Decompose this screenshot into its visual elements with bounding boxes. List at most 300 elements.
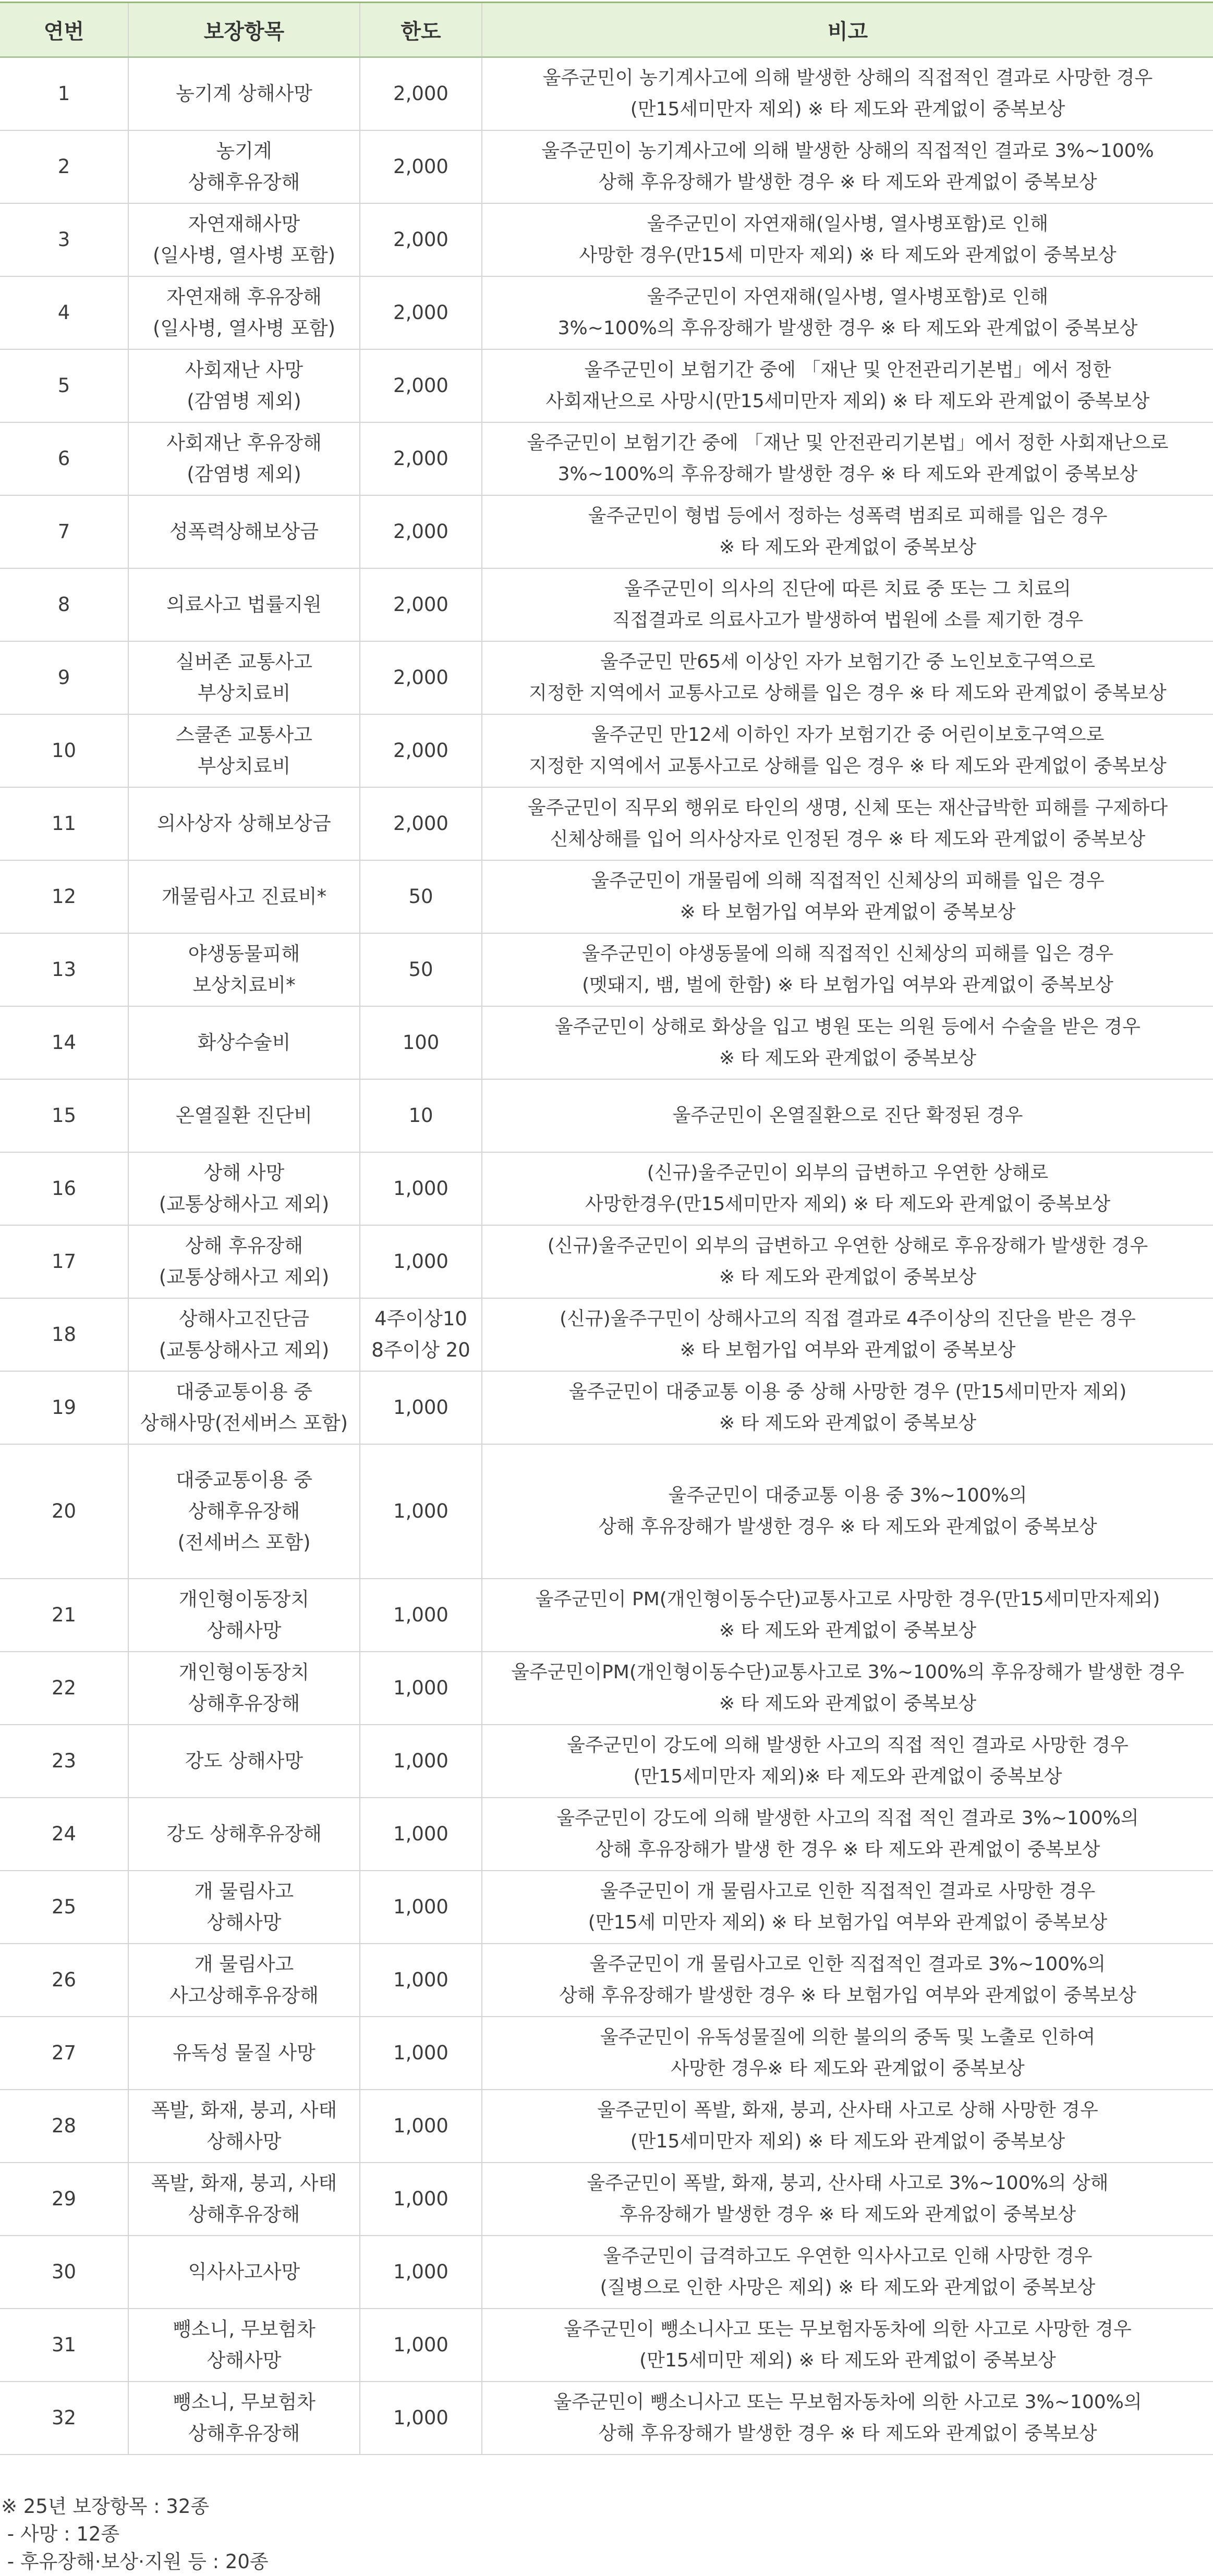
row-limit	[360, 203, 482, 276]
row-item-line: 부상치료비	[197, 754, 291, 777]
row-item	[128, 2309, 360, 2382]
row-note-line: 울주군민이 개물림에 의해 직접적인 신체상의 피해를 입은 경우	[591, 870, 1105, 892]
table-row	[0, 1444, 1213, 1579]
row-item-line: 상해사망	[207, 1911, 282, 1934]
row-limit	[360, 1079, 482, 1152]
row-note-line: 울주군민이 자연재해(일사병, 열사병포함)로 인해	[647, 213, 1049, 235]
row-item	[128, 422, 360, 495]
row-note-line: 울주군민이 대중교통 이용 중 상해 사망한 경우 (만15세미만자 제외)	[568, 1381, 1127, 1402]
row-note	[482, 933, 1213, 1006]
row-note-line: (멧돼지, 뱀, 벌에 한함) ※ 타 보험가입 여부와 관계없이 중복보상	[582, 974, 1113, 996]
row-number: 23	[0, 1725, 128, 1798]
row-item	[128, 495, 360, 568]
row-note-line: (질병으로 인한 사망은 제외) ※ 타 제도와 관계없이 중복보상	[600, 2276, 1096, 2298]
row-limit-line: 10	[408, 1104, 433, 1127]
row-number: 28	[0, 2090, 128, 2163]
table-row	[0, 57, 1213, 130]
row-number: 32	[0, 2382, 128, 2455]
row-note-line: 상해 후유장해가 발생한 경우 ※ 타 제도와 관계없이 중복보상	[598, 2422, 1097, 2444]
row-limit-line: 2,000	[393, 228, 448, 251]
table-row	[0, 2309, 1213, 2382]
row-item-line: 개 물림사고	[194, 1952, 294, 1975]
row-note-line: ※ 타 제도와 관계없이 중복보상	[719, 536, 977, 558]
table-row	[0, 860, 1213, 933]
row-item-line: 개인형이동장치	[178, 1661, 310, 1683]
row-limit	[360, 1798, 482, 1871]
table-row	[0, 1871, 1213, 1944]
row-item	[128, 1298, 360, 1371]
row-number: 12	[0, 860, 128, 933]
row-item-line: 상해 사망	[203, 1161, 285, 1184]
row-number: 21	[0, 1579, 128, 1652]
row-note	[482, 57, 1213, 130]
row-note	[482, 1798, 1213, 1871]
row-item-line: 상해사망	[207, 2130, 282, 2153]
row-note-line: (만15세미만자 제외)※ 타 제도와 관계없이 중복보상	[633, 1765, 1062, 1787]
row-limit	[360, 568, 482, 641]
row-number: 30	[0, 2236, 128, 2309]
row-item-line: 개물림사고 진료비*	[161, 885, 327, 908]
row-limit-line: 2,000	[393, 301, 448, 324]
table-row	[0, 495, 1213, 568]
row-note-line: 울주군민이 강도에 의해 발생한 사고의 직접 적인 결과로 사망한 경우	[567, 1734, 1129, 1756]
row-number: 6	[0, 422, 128, 495]
row-note-line: 지정한 지역에서 교통사고로 상해를 입은 경우 ※ 타 제도와 관계없이 중복보상	[529, 755, 1167, 777]
table-row	[0, 1798, 1213, 1871]
row-number: 25	[0, 1871, 128, 1944]
row-note-line: (만15세 미만자 제외) ※ 타 보험가입 여부와 관계없이 중복보상	[588, 1911, 1108, 1933]
row-note-line: 울주군민이 온열질환으로 진단 확정된 경우	[672, 1104, 1023, 1126]
row-note	[482, 1444, 1213, 1579]
row-note-line: 울주군민이 직무외 행위로 타인의 생명, 신체 또는 재산급박한 피해를 구제하다	[527, 797, 1168, 819]
row-limit-line: 2,000	[393, 447, 448, 470]
row-number: 27	[0, 2017, 128, 2090]
row-item-line: 상해사고진단금	[178, 1307, 310, 1330]
row-limit	[360, 860, 482, 933]
row-note	[482, 1652, 1213, 1725]
row-note-line: 울주군민이 보험기간 중에 「재난 및 안전관리기본법」에서 정한	[584, 359, 1111, 381]
row-item-line: (교통상해사고 제외)	[159, 1192, 330, 1215]
row-limit	[360, 1298, 482, 1371]
table-row	[0, 1298, 1213, 1371]
row-item	[128, 130, 360, 203]
table-row	[0, 276, 1213, 349]
row-limit-line: 2,000	[393, 593, 448, 616]
row-note-line: 사망한경우(만15세미만자 제외) ※ 타 제도와 관계없이 중복보상	[585, 1193, 1111, 1215]
row-note	[482, 1371, 1213, 1444]
row-note	[482, 1006, 1213, 1079]
row-limit-line: 1,000	[393, 2260, 448, 2283]
table-row	[0, 1579, 1213, 1652]
row-item-line: 상해후유장해	[188, 1692, 300, 1715]
row-note	[482, 2236, 1213, 2309]
row-limit	[360, 1152, 482, 1225]
row-note-line: 울주군민이 뺑소니사고 또는 무보험자동차에 의한 사고로 사망한 경우	[564, 2318, 1132, 2340]
row-note	[482, 641, 1213, 714]
row-item	[128, 1444, 360, 1579]
row-note-line: 울주군민이 의사의 진단에 따른 치료 중 또는 그 치료의	[624, 578, 1071, 600]
row-item-line: 성폭력상해보상금	[169, 520, 319, 543]
row-number: 8	[0, 568, 128, 641]
table-row	[0, 2163, 1213, 2236]
row-limit-line: 4주이상10	[374, 1307, 467, 1330]
row-note-line: ※ 타 제도와 관계없이 중복보상	[719, 1047, 977, 1069]
row-note-line: ※ 타 제도와 관계없이 중복보상	[719, 1619, 977, 1641]
row-limit-line: 2,000	[393, 812, 448, 835]
row-note-line: 지정한 지역에서 교통사고로 상해를 입은 경우 ※ 타 제도와 관계없이 중복보상	[529, 682, 1167, 704]
row-item-line: 폭발, 화재, 붕괴, 사태	[151, 2098, 337, 2121]
row-item-line: 상해사망(전세버스 포함)	[140, 1411, 348, 1434]
row-item	[128, 1579, 360, 1652]
row-limit	[360, 1006, 482, 1079]
row-limit-line: 1,000	[393, 1250, 448, 1273]
row-note	[482, 1871, 1213, 1944]
table-row	[0, 787, 1213, 860]
row-note-line: 울주군민이 유독성물질에 의한 불의의 중독 및 노출로 인하여	[600, 2026, 1096, 2048]
row-note-line: 사망한 경우(만15세 미만자 제외) ※ 타 제도와 관계없이 중복보상	[579, 244, 1117, 266]
row-item	[128, 1371, 360, 1444]
row-note-line: 울주군민이 급격하고도 우연한 익사사고로 인해 사망한 경우	[603, 2245, 1093, 2267]
header-limit: 한도	[360, 3, 482, 57]
table-row	[0, 1079, 1213, 1152]
row-limit	[360, 933, 482, 1006]
row-limit-line: 1,000	[393, 1499, 448, 1522]
row-limit	[360, 787, 482, 860]
table-row	[0, 422, 1213, 495]
row-item-line: 대중교통이용 중	[176, 1380, 312, 1403]
row-note-line: (만15세미만자 제외) ※ 타 제도와 관계없이 중복보상	[630, 2130, 1065, 2152]
row-item-line: 상해사망	[207, 1619, 282, 1642]
row-limit	[360, 2090, 482, 2163]
footer-line: - 사망 : 12종	[1, 2522, 120, 2545]
row-limit	[360, 1225, 482, 1298]
row-note-line: ※ 타 제도와 관계없이 중복보상	[719, 1266, 977, 1288]
row-limit	[360, 2236, 482, 2309]
row-limit-line: 50	[408, 885, 433, 908]
row-limit-line: 1,000	[393, 2114, 448, 2137]
row-note	[482, 495, 1213, 568]
row-note	[482, 349, 1213, 422]
row-item	[128, 1798, 360, 1871]
row-limit-line: 1,000	[393, 1822, 448, 1845]
table-row	[0, 2090, 1213, 2163]
row-item-line: 농기계 상해사망	[176, 82, 312, 105]
row-note-line: 신체상해를 입어 의사상자로 인정된 경우 ※ 타 제도와 관계없이 중복보상	[550, 828, 1146, 850]
row-limit	[360, 1725, 482, 1798]
row-limit	[360, 2017, 482, 2090]
row-limit-line: 1,000	[393, 1603, 448, 1626]
row-item	[128, 2017, 360, 2090]
row-note-line: 울주군민이 농기계사고에 의해 발생한 상해의 직접적인 결과로 사망한 경우	[542, 67, 1153, 89]
row-number: 10	[0, 714, 128, 787]
row-limit-line: 50	[408, 958, 433, 981]
row-note-line: 울주군민이 상해로 화상을 입고 병원 또는 의원 등에서 수술을 받은 경우	[555, 1016, 1141, 1037]
row-number: 7	[0, 495, 128, 568]
row-item	[128, 2163, 360, 2236]
table-row	[0, 2017, 1213, 2090]
row-number: 2	[0, 130, 128, 203]
row-item	[128, 1225, 360, 1298]
row-number: 19	[0, 1371, 128, 1444]
row-item-line: (교통상해사고 제외)	[159, 1338, 330, 1361]
row-note	[482, 860, 1213, 933]
row-note-line: 울주군민이 보험기간 중에 「재난 및 안전관리기본법」에서 정한 사회재난으로	[527, 432, 1169, 454]
table-body	[0, 57, 1213, 2455]
row-limit-line: 1,000	[393, 1676, 448, 1699]
row-note-line: 후유장해가 발생한 경우 ※ 타 제도와 관계없이 중복보상	[619, 2203, 1076, 2225]
table-row	[0, 1006, 1213, 1079]
row-note	[482, 2163, 1213, 2236]
row-note	[482, 1944, 1213, 2017]
row-limit	[360, 349, 482, 422]
coverage-table	[0, 2, 1213, 2455]
row-item-line: (감염병 제외)	[187, 389, 301, 412]
row-number: 3	[0, 203, 128, 276]
row-limit	[360, 1944, 482, 2017]
row-item-line: 의료사고 법률지원	[166, 593, 322, 616]
table-row	[0, 1652, 1213, 1725]
row-note-line: 울주군민 만65세 이상인 자가 보험기간 중 노인보호구역으로	[600, 651, 1096, 673]
row-limit-line: 2,000	[393, 520, 448, 543]
table-row	[0, 203, 1213, 276]
row-limit-line: 1,000	[393, 2187, 448, 2210]
table-row	[0, 714, 1213, 787]
row-item-line: 대중교통이용 중	[176, 1468, 312, 1491]
row-note-line: (신규)울주군민이 외부의 급변하고 우연한 상해로 후유장해가 발생한 경우	[547, 1235, 1148, 1256]
row-note-line: ※ 타 보험가입 여부와 관계없이 중복보상	[680, 901, 1016, 923]
row-item-line: 강도 상해후유장해	[166, 1822, 322, 1845]
row-number: 26	[0, 1944, 128, 2017]
row-note-line: 울주군민이 PM(개인형이동수단)교통사고로 사망한 경우(만15세미만자제외)	[535, 1588, 1160, 1610]
row-note	[482, 2309, 1213, 2382]
row-limit-line: 1,000	[393, 1177, 448, 1200]
row-limit-line: 2,000	[393, 666, 448, 689]
row-note	[482, 203, 1213, 276]
row-note-line: 울주군민이 폭발, 화재, 붕괴, 산사태 사고로 3%~100%의 상해	[587, 2172, 1109, 2194]
row-number: 14	[0, 1006, 128, 1079]
row-number: 11	[0, 787, 128, 860]
row-number: 4	[0, 276, 128, 349]
row-item-line: 상해후유장해	[188, 170, 300, 193]
row-note-line: (만15세미만 제외) ※ 타 제도와 관계없이 중복보상	[639, 2349, 1056, 2371]
row-item-line: (교통상해사고 제외)	[159, 1265, 330, 1288]
row-number: 31	[0, 2309, 128, 2382]
row-item-line: (일사병, 열사병 포함)	[152, 243, 336, 266]
row-item-line: 상해후유장해	[188, 2203, 300, 2226]
row-limit-line: 1,000	[393, 1749, 448, 1772]
row-note-line: ※ 타 보험가입 여부와 관계없이 중복보상	[680, 1339, 1016, 1361]
row-limit-line: 2,000	[393, 155, 448, 178]
row-note	[482, 787, 1213, 860]
row-limit-line: 2,000	[393, 374, 448, 397]
row-note-line: 울주군민이 뺑소니사고 또는 무보험자동차에 의한 사고로 3%~100%의	[553, 2391, 1142, 2413]
row-note-line: 울주군민 만12세 이하인 자가 보험기간 중 어린이보호구역으로	[591, 724, 1105, 746]
row-number: 15	[0, 1079, 128, 1152]
row-item-line: 스쿨존 교통사고	[176, 723, 312, 746]
row-item	[128, 933, 360, 1006]
row-item-line: 보상치료비*	[192, 973, 296, 996]
row-item	[128, 203, 360, 276]
row-note-line: 사망한 경우※ 타 제도와 관계없이 중복보상	[671, 2057, 1025, 2079]
row-limit	[360, 2382, 482, 2455]
table-row	[0, 568, 1213, 641]
row-limit	[360, 1652, 482, 1725]
row-note	[482, 422, 1213, 495]
row-note	[482, 568, 1213, 641]
row-note-line: 울주군민이 개 물림사고로 인한 직접적인 결과로 사망한 경우	[600, 1880, 1096, 1902]
row-item-line: (감염병 제외)	[187, 462, 301, 485]
row-note-line: 울주군민이 농기계사고에 의해 발생한 상해의 직접적인 결과로 3%~100%	[541, 140, 1154, 162]
row-limit-line: 1,000	[393, 1895, 448, 1918]
row-number: 17	[0, 1225, 128, 1298]
row-limit	[360, 714, 482, 787]
row-note	[482, 2382, 1213, 2455]
row-limit-line: 1,000	[393, 1396, 448, 1419]
row-item-line: 상해사망	[207, 2349, 282, 2372]
row-item	[128, 1725, 360, 1798]
row-number: 22	[0, 1652, 128, 1725]
row-limit	[360, 1371, 482, 1444]
row-item	[128, 1006, 360, 1079]
row-note-line: 사회재난으로 사망시(만15세미만자 제외) ※ 타 제도와 관계없이 중복보상	[545, 390, 1150, 412]
row-note-line: (만15세미만자 제외) ※ 타 제도와 관계없이 중복보상	[630, 98, 1065, 120]
row-item-line: 폭발, 화재, 붕괴, 사태	[151, 2171, 337, 2194]
row-item-line: 상해후유장해	[188, 2422, 300, 2445]
row-limit-line: 1,000	[393, 2041, 448, 2064]
row-item-line: 개인형이동장치	[178, 1588, 310, 1610]
row-note-line: 3%~100%의 후유장해가 발생한 경우 ※ 타 제도와 관계없이 중복보상	[557, 317, 1138, 339]
row-item-line: 실버존 교통사고	[176, 650, 312, 673]
row-item	[128, 1944, 360, 2017]
row-note-line: (신규)울주군민이 외부의 급변하고 우연한 상해로	[647, 1162, 1049, 1183]
row-item	[128, 57, 360, 130]
row-limit-line: 8주이상 20	[371, 1338, 470, 1361]
row-note	[482, 276, 1213, 349]
row-note-line: 울주군민이 폭발, 화재, 붕괴, 산사태 사고로 상해 사망한 경우	[597, 2099, 1098, 2121]
row-number: 9	[0, 641, 128, 714]
row-note-line: 울주군민이 대중교통 이용 중 3%~100%의	[668, 1484, 1027, 1506]
row-note-line: 울주군민이 야생동물에 의해 직접적인 신체상의 피해를 입은 경우	[581, 943, 1114, 965]
row-item-line: 온열질환 진단비	[176, 1104, 312, 1127]
row-limit	[360, 422, 482, 495]
row-note-line: ※ 타 제도와 관계없이 중복보상	[719, 1412, 977, 1434]
row-note-line: 상해 후유장해가 발생한 경우 ※ 타 제도와 관계없이 중복보상	[598, 1516, 1097, 1537]
row-limit-line: 2,000	[393, 739, 448, 762]
row-note	[482, 2017, 1213, 2090]
footer-line: ※ 25년 보장항목 : 32종	[1, 2495, 210, 2518]
header-note: 비고	[482, 3, 1213, 57]
table-row	[0, 1225, 1213, 1298]
header-no: 연번	[0, 3, 128, 57]
row-item	[128, 860, 360, 933]
row-note-line: 상해 후유장해가 발생 한 경우 ※ 타 제도와 관계없이 중복보상	[595, 1838, 1100, 1860]
row-limit	[360, 2309, 482, 2382]
row-item-line: 익사사고사망	[188, 2260, 300, 2283]
table-row	[0, 2382, 1213, 2455]
row-limit	[360, 130, 482, 203]
table-row	[0, 641, 1213, 714]
row-note-line: 울주군민이 형법 등에서 정하는 성폭력 범죄로 피해를 입은 경우	[588, 505, 1108, 527]
row-note-line: 울주군민이PM(개인형이동수단)교통사고로 3%~100%의 후유장해가 발생한 경우	[511, 1661, 1184, 1683]
row-limit-line: 100	[402, 1031, 440, 1054]
row-note	[482, 1579, 1213, 1652]
row-item-line: 뺑소니, 무보험차	[173, 2390, 316, 2413]
row-limit	[360, 1444, 482, 1579]
row-item-line: 상해후유장해	[188, 1499, 300, 1522]
row-number: 29	[0, 2163, 128, 2236]
table-row	[0, 1371, 1213, 1444]
table-header-row	[0, 3, 1213, 57]
row-note-line: 울주군민이 개 물림사고로 인한 직접적인 결과로 3%~100%의	[589, 1953, 1106, 1975]
row-limit-line: 1,000	[393, 1968, 448, 1991]
row-limit	[360, 641, 482, 714]
row-number: 20	[0, 1444, 128, 1579]
row-note-line: 직접결과로 의료사고가 발생하여 법원에 소를 제기한 경우	[612, 609, 1084, 631]
table-row	[0, 130, 1213, 203]
row-note-line: 울주군민이 강도에 의해 발생한 사고의 직접 적인 결과로 3%~100%의	[556, 1807, 1139, 1829]
row-note	[482, 1152, 1213, 1225]
row-number: 24	[0, 1798, 128, 1871]
row-item	[128, 2382, 360, 2455]
row-note-line: 3%~100%의 후유장해가 발생한 경우 ※ 타 제도와 관계없이 중복보상	[557, 463, 1138, 485]
row-note-line: 상해 후유장해가 발생한 경우 ※ 타 보험가입 여부와 관계없이 중복보상	[559, 1984, 1136, 2006]
header-item: 보장항목	[128, 3, 360, 57]
row-limit	[360, 1579, 482, 1652]
row-item	[128, 349, 360, 422]
row-limit-line: 1,000	[393, 2406, 448, 2429]
row-note	[482, 130, 1213, 203]
row-note	[482, 1225, 1213, 1298]
row-item	[128, 276, 360, 349]
row-item	[128, 2236, 360, 2309]
row-item-line: 강도 상해사망	[185, 1749, 304, 1772]
row-item-line: 뺑소니, 무보험차	[173, 2317, 316, 2340]
row-note-line: 상해 후유장해가 발생한 경우 ※ 타 제도와 관계없이 중복보상	[598, 171, 1097, 193]
row-note	[482, 714, 1213, 787]
row-item	[128, 1871, 360, 1944]
row-item	[128, 1152, 360, 1225]
row-item-line: 사고상해후유장해	[169, 1984, 319, 2007]
row-number: 16	[0, 1152, 128, 1225]
row-item	[128, 714, 360, 787]
row-note-line: ※ 타 제도와 관계없이 중복보상	[719, 1692, 977, 1714]
row-item	[128, 1652, 360, 1725]
row-item-line: 사회재난 사망	[185, 358, 304, 381]
footer-line: - 후유장해·보상·지원 등 : 20종	[1, 2550, 269, 2573]
row-item-line: 부상치료비	[197, 681, 291, 704]
row-item-line: 야생동물피해	[188, 942, 300, 965]
row-note-line: 울주군민이 자연재해(일사병, 열사병포함)로 인해	[647, 286, 1049, 308]
table-row	[0, 1944, 1213, 2017]
row-item-line: 사회재난 후유장해	[166, 431, 322, 454]
row-note	[482, 2090, 1213, 2163]
row-limit	[360, 276, 482, 349]
row-item-line: 유독성 물질 사망	[173, 2041, 316, 2064]
row-limit	[360, 495, 482, 568]
table-row	[0, 1725, 1213, 1798]
row-item-line: 화상수술비	[197, 1031, 291, 1054]
row-item-line: 농기계	[216, 139, 272, 162]
footer-summary	[0, 2493, 1213, 2575]
row-number: 5	[0, 349, 128, 422]
row-number: 18	[0, 1298, 128, 1371]
row-item-line: 상해 후유장해	[185, 1234, 304, 1257]
row-note	[482, 1725, 1213, 1798]
row-note	[482, 1298, 1213, 1371]
row-item	[128, 1079, 360, 1152]
row-limit-line: 2,000	[393, 82, 448, 105]
row-limit	[360, 1871, 482, 1944]
